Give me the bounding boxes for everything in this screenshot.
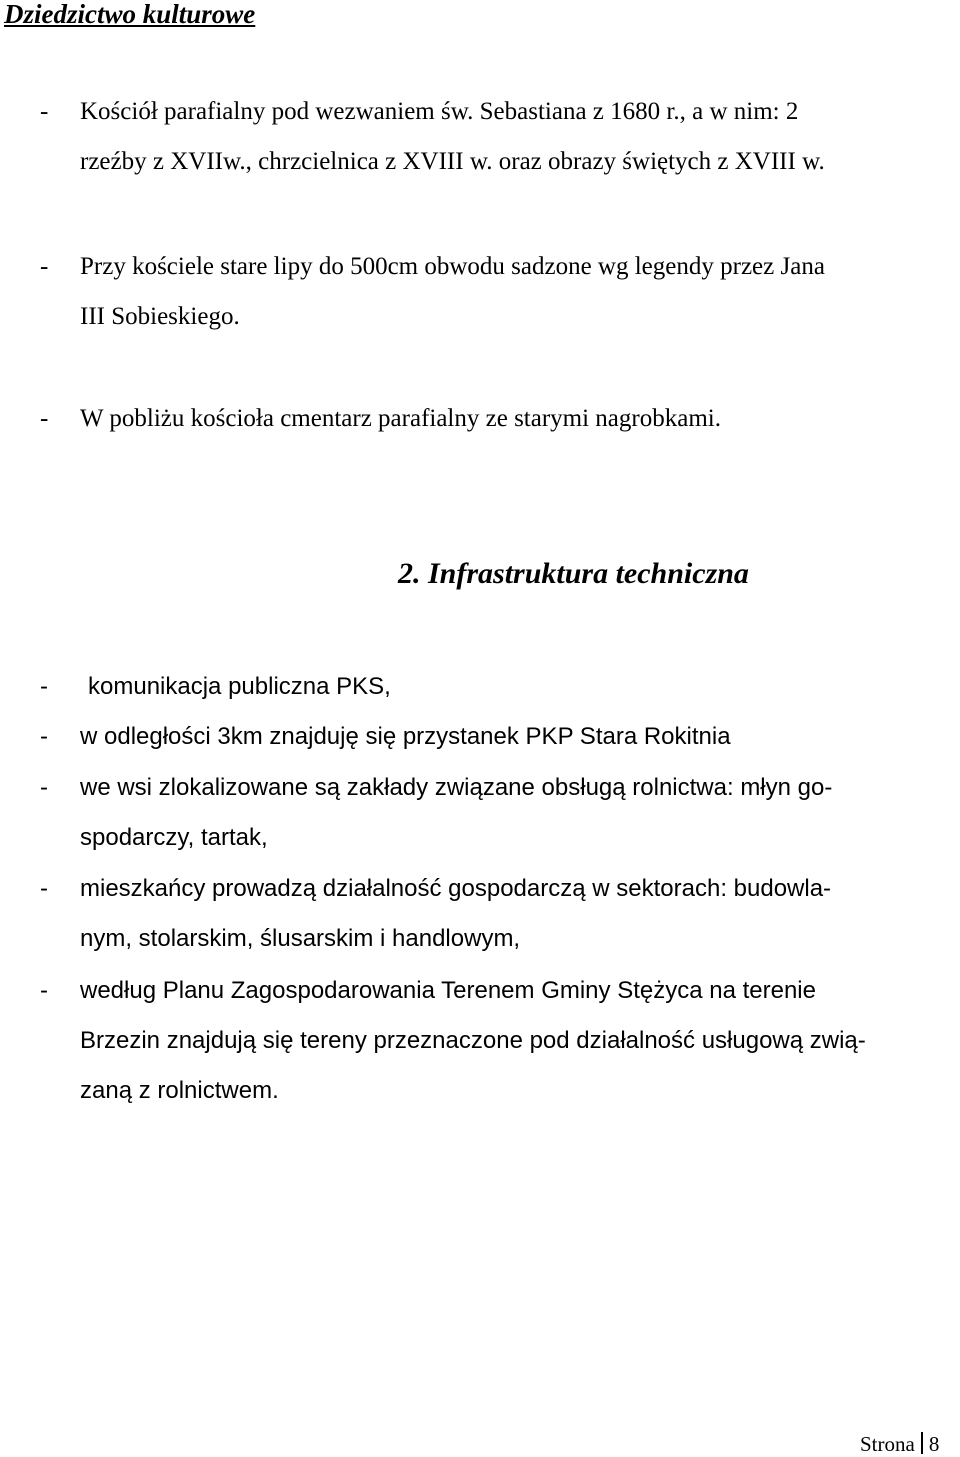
list-dash: -: [40, 774, 48, 801]
list-item-text: we wsi zlokalizowane są zakłady związane obsługą rolnictwa: młyn go-: [80, 774, 833, 801]
list-item-text: komunikacja publiczna PKS,: [88, 673, 391, 700]
list-dash: -: [40, 253, 49, 280]
list-dash: -: [40, 977, 48, 1004]
footer-separator: [921, 1432, 923, 1454]
list-dash: -: [40, 405, 49, 432]
list-dash: -: [40, 875, 48, 902]
section-heading-cultural-heritage: Dziedzictwo kulturowe: [4, 0, 256, 29]
footer-page-number: 8: [928, 1432, 940, 1456]
list-item-text: nym, stolarskim, ślusarskim i handlowym,: [80, 925, 521, 952]
list-item-text: W pobliżu kościoła cmentarz parafialny ze starymi nagrobkami.: [80, 405, 721, 432]
section-title-infrastructure: 2. Infrastruktura techniczna: [398, 557, 749, 590]
list-dash: -: [40, 723, 48, 750]
list-item-text: mieszkańcy prowadzą działalność gospodarczą w sektorach: budowla-: [80, 875, 832, 902]
page-footer: [860, 1431, 939, 1457]
list-item-text: III Sobieskiego.: [80, 303, 240, 330]
list-item-text: zaną z rolnictwem.: [80, 1077, 279, 1104]
list-item-text: Przy kościele stare lipy do 500cm obwodu sadzone wg legendy przez Jana: [80, 253, 825, 280]
list-item-text: w odległości 3km znajduję się przystanek PKP Stara Rokitnia: [80, 723, 731, 750]
list-item-text: Brzezin znajdują się tereny przeznaczone pod działalność usługową zwią-: [80, 1027, 866, 1054]
list-item-text: rzeźby z XVIIw., chrzcielnica z XVIII w. oraz obrazy świętych z XVIII w.: [80, 148, 825, 175]
list-item-text: Kościół parafialny pod wezwaniem św. Sebastiana z 1680 r., a w nim: 2: [80, 98, 799, 125]
footer-page-label: Strona: [860, 1432, 915, 1456]
list-dash: -: [40, 98, 49, 125]
list-dash: -: [40, 673, 48, 700]
list-item-text: według Planu Zagospodarowania Terenem Gminy Stężyca na terenie: [80, 977, 816, 1004]
list-item-text: spodarczy, tartak,: [80, 824, 268, 851]
